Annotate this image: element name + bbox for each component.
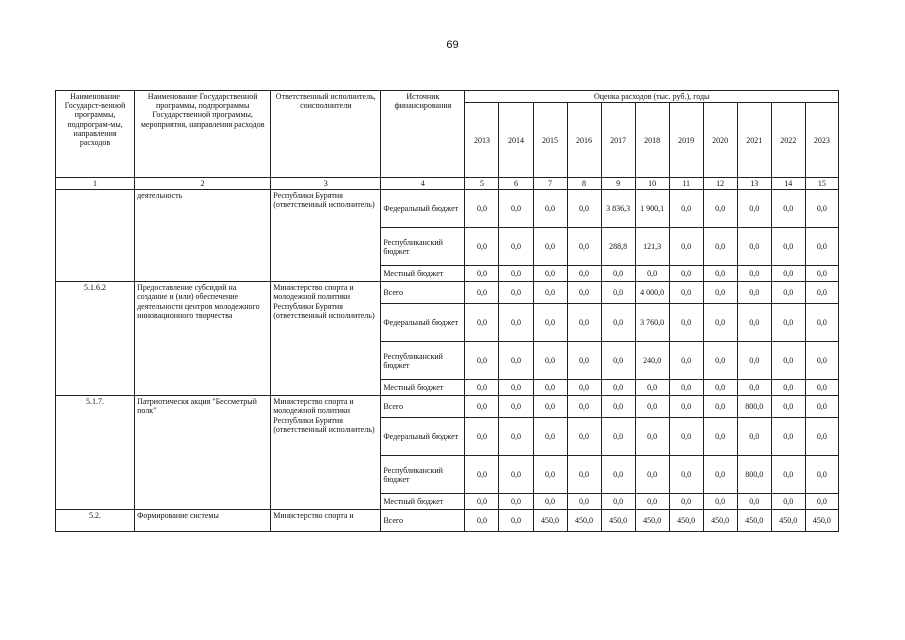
expense-value: 0,0 [601, 418, 635, 456]
expense-value: 0,0 [465, 396, 499, 418]
expense-value: 0,0 [805, 304, 838, 342]
expense-value: 0,0 [635, 266, 669, 282]
year-header: 2020 [703, 103, 737, 178]
expense-value: 0,0 [465, 282, 499, 304]
expense-value: 0,0 [703, 418, 737, 456]
expense-value: 0,0 [465, 418, 499, 456]
expense-value: 0,0 [669, 282, 703, 304]
expense-value: 0,0 [465, 304, 499, 342]
expense-value: 0,0 [567, 282, 601, 304]
expense-value: 1 900,1 [635, 190, 669, 228]
expense-value: 0,0 [601, 494, 635, 510]
expense-value: 450,0 [635, 510, 669, 532]
expense-value: 0,0 [533, 282, 567, 304]
expense-value: 450,0 [703, 510, 737, 532]
expense-value: 0,0 [567, 494, 601, 510]
expense-value: 450,0 [805, 510, 838, 532]
year-header: 2021 [737, 103, 771, 178]
expense-value: 0,0 [465, 228, 499, 266]
expense-value: 0,0 [703, 380, 737, 396]
expense-value: 0,0 [805, 266, 838, 282]
expense-value: 0,0 [805, 380, 838, 396]
expense-value: 0,0 [737, 228, 771, 266]
expense-value: 0,0 [771, 380, 805, 396]
expense-value: 450,0 [737, 510, 771, 532]
measure-name: деятельность [135, 190, 271, 282]
year-header: 2019 [669, 103, 703, 178]
expense-value: 3 836,3 [601, 190, 635, 228]
expense-value: 0,0 [737, 494, 771, 510]
expense-value: 0,0 [703, 266, 737, 282]
expense-value: 450,0 [669, 510, 703, 532]
expense-value: 0,0 [737, 266, 771, 282]
column-number: 1 [56, 178, 135, 190]
funding-source: Республиканский бюджет [381, 342, 465, 380]
expense-value: 0,0 [465, 456, 499, 494]
expense-value: 0,0 [635, 494, 669, 510]
column-number: 2 [135, 178, 271, 190]
expense-value: 0,0 [703, 304, 737, 342]
expense-value: 0,0 [737, 282, 771, 304]
expense-value: 0,0 [601, 456, 635, 494]
column-number: 13 [737, 178, 771, 190]
funding-source: Республиканский бюджет [381, 456, 465, 494]
expense-value: 0,0 [533, 228, 567, 266]
expense-value: 0,0 [805, 396, 838, 418]
funding-source: Федеральный бюджет [381, 418, 465, 456]
expense-value: 0,0 [805, 418, 838, 456]
expense-value: 0,0 [805, 228, 838, 266]
expense-value: 0,0 [669, 494, 703, 510]
expense-value: 0,0 [771, 494, 805, 510]
expense-value: 0,0 [737, 342, 771, 380]
column-number: 10 [635, 178, 669, 190]
expense-value: 0,0 [533, 304, 567, 342]
expense-value: 0,0 [567, 304, 601, 342]
expense-value: 0,0 [567, 396, 601, 418]
expense-value: 0,0 [499, 304, 533, 342]
funding-source: Федеральный бюджет [381, 304, 465, 342]
expense-value: 0,0 [669, 342, 703, 380]
expense-value: 0,0 [805, 282, 838, 304]
expense-value: 0,0 [737, 418, 771, 456]
expense-value: 0,0 [533, 494, 567, 510]
expense-value: 0,0 [703, 190, 737, 228]
expense-value: 0,0 [601, 380, 635, 396]
header-estimate: Оценка расходов (тыс. руб.), годы [465, 91, 839, 103]
expense-value: 0,0 [601, 342, 635, 380]
expense-value: 0,0 [499, 282, 533, 304]
year-header: 2022 [771, 103, 805, 178]
expense-value: 0,0 [737, 304, 771, 342]
expense-value: 0,0 [499, 510, 533, 532]
year-header: 2015 [533, 103, 567, 178]
expense-value: 0,0 [669, 304, 703, 342]
expense-value: 0,0 [703, 396, 737, 418]
expense-value: 4 000,0 [635, 282, 669, 304]
table-row [56, 190, 839, 228]
expense-value: 0,0 [805, 342, 838, 380]
expense-value: 121,3 [635, 228, 669, 266]
measure-code [56, 190, 135, 282]
expense-value: 0,0 [703, 342, 737, 380]
expense-value: 0,0 [669, 418, 703, 456]
expense-value: 0,0 [499, 396, 533, 418]
expense-value: 0,0 [805, 190, 838, 228]
expense-value: 0,0 [567, 418, 601, 456]
expense-value: 0,0 [771, 266, 805, 282]
expense-value: 450,0 [533, 510, 567, 532]
expense-value: 0,0 [771, 228, 805, 266]
expense-value: 0,0 [669, 380, 703, 396]
expense-value: 0,0 [703, 494, 737, 510]
page-number: 69 [446, 39, 459, 51]
measure-code: 5.2. [56, 510, 135, 532]
expense-value: 0,0 [499, 380, 533, 396]
expense-value: 0,0 [567, 380, 601, 396]
funding-source: Всего [381, 396, 465, 418]
expense-value: 0,0 [635, 396, 669, 418]
expense-value: 0,0 [567, 228, 601, 266]
expense-value: 240,0 [635, 342, 669, 380]
expense-value: 0,0 [499, 342, 533, 380]
expense-value: 0,0 [465, 342, 499, 380]
column-number: 3 [271, 178, 381, 190]
expense-value: 0,0 [499, 190, 533, 228]
expense-value: 0,0 [567, 456, 601, 494]
expense-value: 0,0 [669, 396, 703, 418]
column-number: 15 [805, 178, 838, 190]
expense-value: 0,0 [669, 266, 703, 282]
funding-source: Всего [381, 510, 465, 532]
funding-source: Федеральный бюджет [381, 190, 465, 228]
expense-value: 0,0 [465, 510, 499, 532]
expense-value: 0,0 [465, 380, 499, 396]
column-number: 14 [771, 178, 805, 190]
expense-value: 0,0 [737, 190, 771, 228]
column-number: 4 [381, 178, 465, 190]
expense-value: 0,0 [771, 304, 805, 342]
year-header: 2013 [465, 103, 499, 178]
expense-value: 0,0 [669, 456, 703, 494]
expense-value: 0,0 [499, 418, 533, 456]
column-number: 12 [703, 178, 737, 190]
expense-value: 0,0 [771, 342, 805, 380]
expense-value: 800,0 [737, 456, 771, 494]
expense-value: 0,0 [805, 456, 838, 494]
table-row [56, 510, 839, 532]
year-header: 2018 [635, 103, 669, 178]
column-number: 11 [669, 178, 703, 190]
funding-source: Местный бюджет [381, 266, 465, 282]
expense-value: 0,0 [771, 396, 805, 418]
column-number: 8 [567, 178, 601, 190]
expense-value: 0,0 [567, 190, 601, 228]
expense-value: 0,0 [465, 266, 499, 282]
measure-name: Предоставление субсидий на создание и (или) обеспечение деятельности центров молодежного инновационного творчества [135, 282, 271, 396]
expense-value: 0,0 [669, 228, 703, 266]
measure-name: Патриотическя акция "Бессметрый полк" [135, 396, 271, 510]
header-source: Источник финансирования [381, 91, 465, 178]
measure-code: 5.1.6.2 [56, 282, 135, 396]
expense-value: 0,0 [635, 418, 669, 456]
expense-value: 0,0 [499, 494, 533, 510]
responsible-executor: Министерство спорта и [271, 510, 381, 532]
table-row [56, 282, 839, 304]
responsible-executor: Министерство спорта и молодежной политики Республики Бурятия (ответственный исполнитель) [271, 396, 381, 510]
expense-value: 3 760,0 [635, 304, 669, 342]
expense-value: 0,0 [805, 494, 838, 510]
responsible-executor: Министерство спорта и молодежной политики Республики Бурятия (ответственный исполнитель) [271, 282, 381, 396]
responsible-executor: Республики Бурятия (ответственный исполнитель) [271, 190, 381, 282]
column-number: 7 [533, 178, 567, 190]
expense-value: 0,0 [533, 380, 567, 396]
expense-value: 0,0 [635, 380, 669, 396]
expense-value: 0,0 [601, 396, 635, 418]
funding-source: Республиканский бюджет [381, 228, 465, 266]
expense-value: 450,0 [771, 510, 805, 532]
expense-value: 0,0 [533, 396, 567, 418]
measure-code: 5.1.7. [56, 396, 135, 510]
expense-value: 0,0 [771, 456, 805, 494]
expense-value: 0,0 [737, 380, 771, 396]
year-header: 2014 [499, 103, 533, 178]
funding-source: Местный бюджет [381, 380, 465, 396]
expense-value: 0,0 [669, 190, 703, 228]
expense-value: 0,0 [499, 266, 533, 282]
expense-value: 0,0 [567, 342, 601, 380]
expense-value: 0,0 [499, 456, 533, 494]
table-row [56, 396, 839, 418]
header-responsible: Ответственный исполнитель, соисполнители [271, 91, 381, 178]
expense-value: 0,0 [601, 282, 635, 304]
year-header: 2023 [805, 103, 838, 178]
expense-value: 0,0 [601, 304, 635, 342]
expense-value: 0,0 [567, 266, 601, 282]
header-measure: Наименование Государственной программы, подпрограммы Государственной программы, мероприятия, направления расходов [135, 91, 271, 178]
budget-table [55, 90, 839, 532]
column-number: 5 [465, 178, 499, 190]
expense-value: 0,0 [635, 456, 669, 494]
expense-value: 800,0 [737, 396, 771, 418]
expense-value: 450,0 [601, 510, 635, 532]
expense-value: 288,8 [601, 228, 635, 266]
header-program: Наименование Государст-венной программы, подпрограм-мы, направления расходов [56, 91, 135, 178]
measure-name: Формирование системы [135, 510, 271, 532]
expense-value: 0,0 [771, 190, 805, 228]
expense-value: 0,0 [465, 494, 499, 510]
expense-value: 0,0 [533, 418, 567, 456]
column-number: 6 [499, 178, 533, 190]
expense-value: 0,0 [533, 190, 567, 228]
expense-value: 0,0 [601, 266, 635, 282]
expense-value: 0,0 [771, 418, 805, 456]
expense-value: 0,0 [703, 228, 737, 266]
expense-value: 450,0 [567, 510, 601, 532]
year-header: 2016 [567, 103, 601, 178]
expense-value: 0,0 [465, 190, 499, 228]
expense-value: 0,0 [533, 266, 567, 282]
column-number: 9 [601, 178, 635, 190]
expense-value: 0,0 [533, 342, 567, 380]
funding-source: Всего [381, 282, 465, 304]
funding-source: Местный бюджет [381, 494, 465, 510]
expense-value: 0,0 [533, 456, 567, 494]
expense-value: 0,0 [703, 456, 737, 494]
expense-value: 0,0 [771, 282, 805, 304]
expense-value: 0,0 [499, 228, 533, 266]
expense-value: 0,0 [703, 282, 737, 304]
year-header: 2017 [601, 103, 635, 178]
